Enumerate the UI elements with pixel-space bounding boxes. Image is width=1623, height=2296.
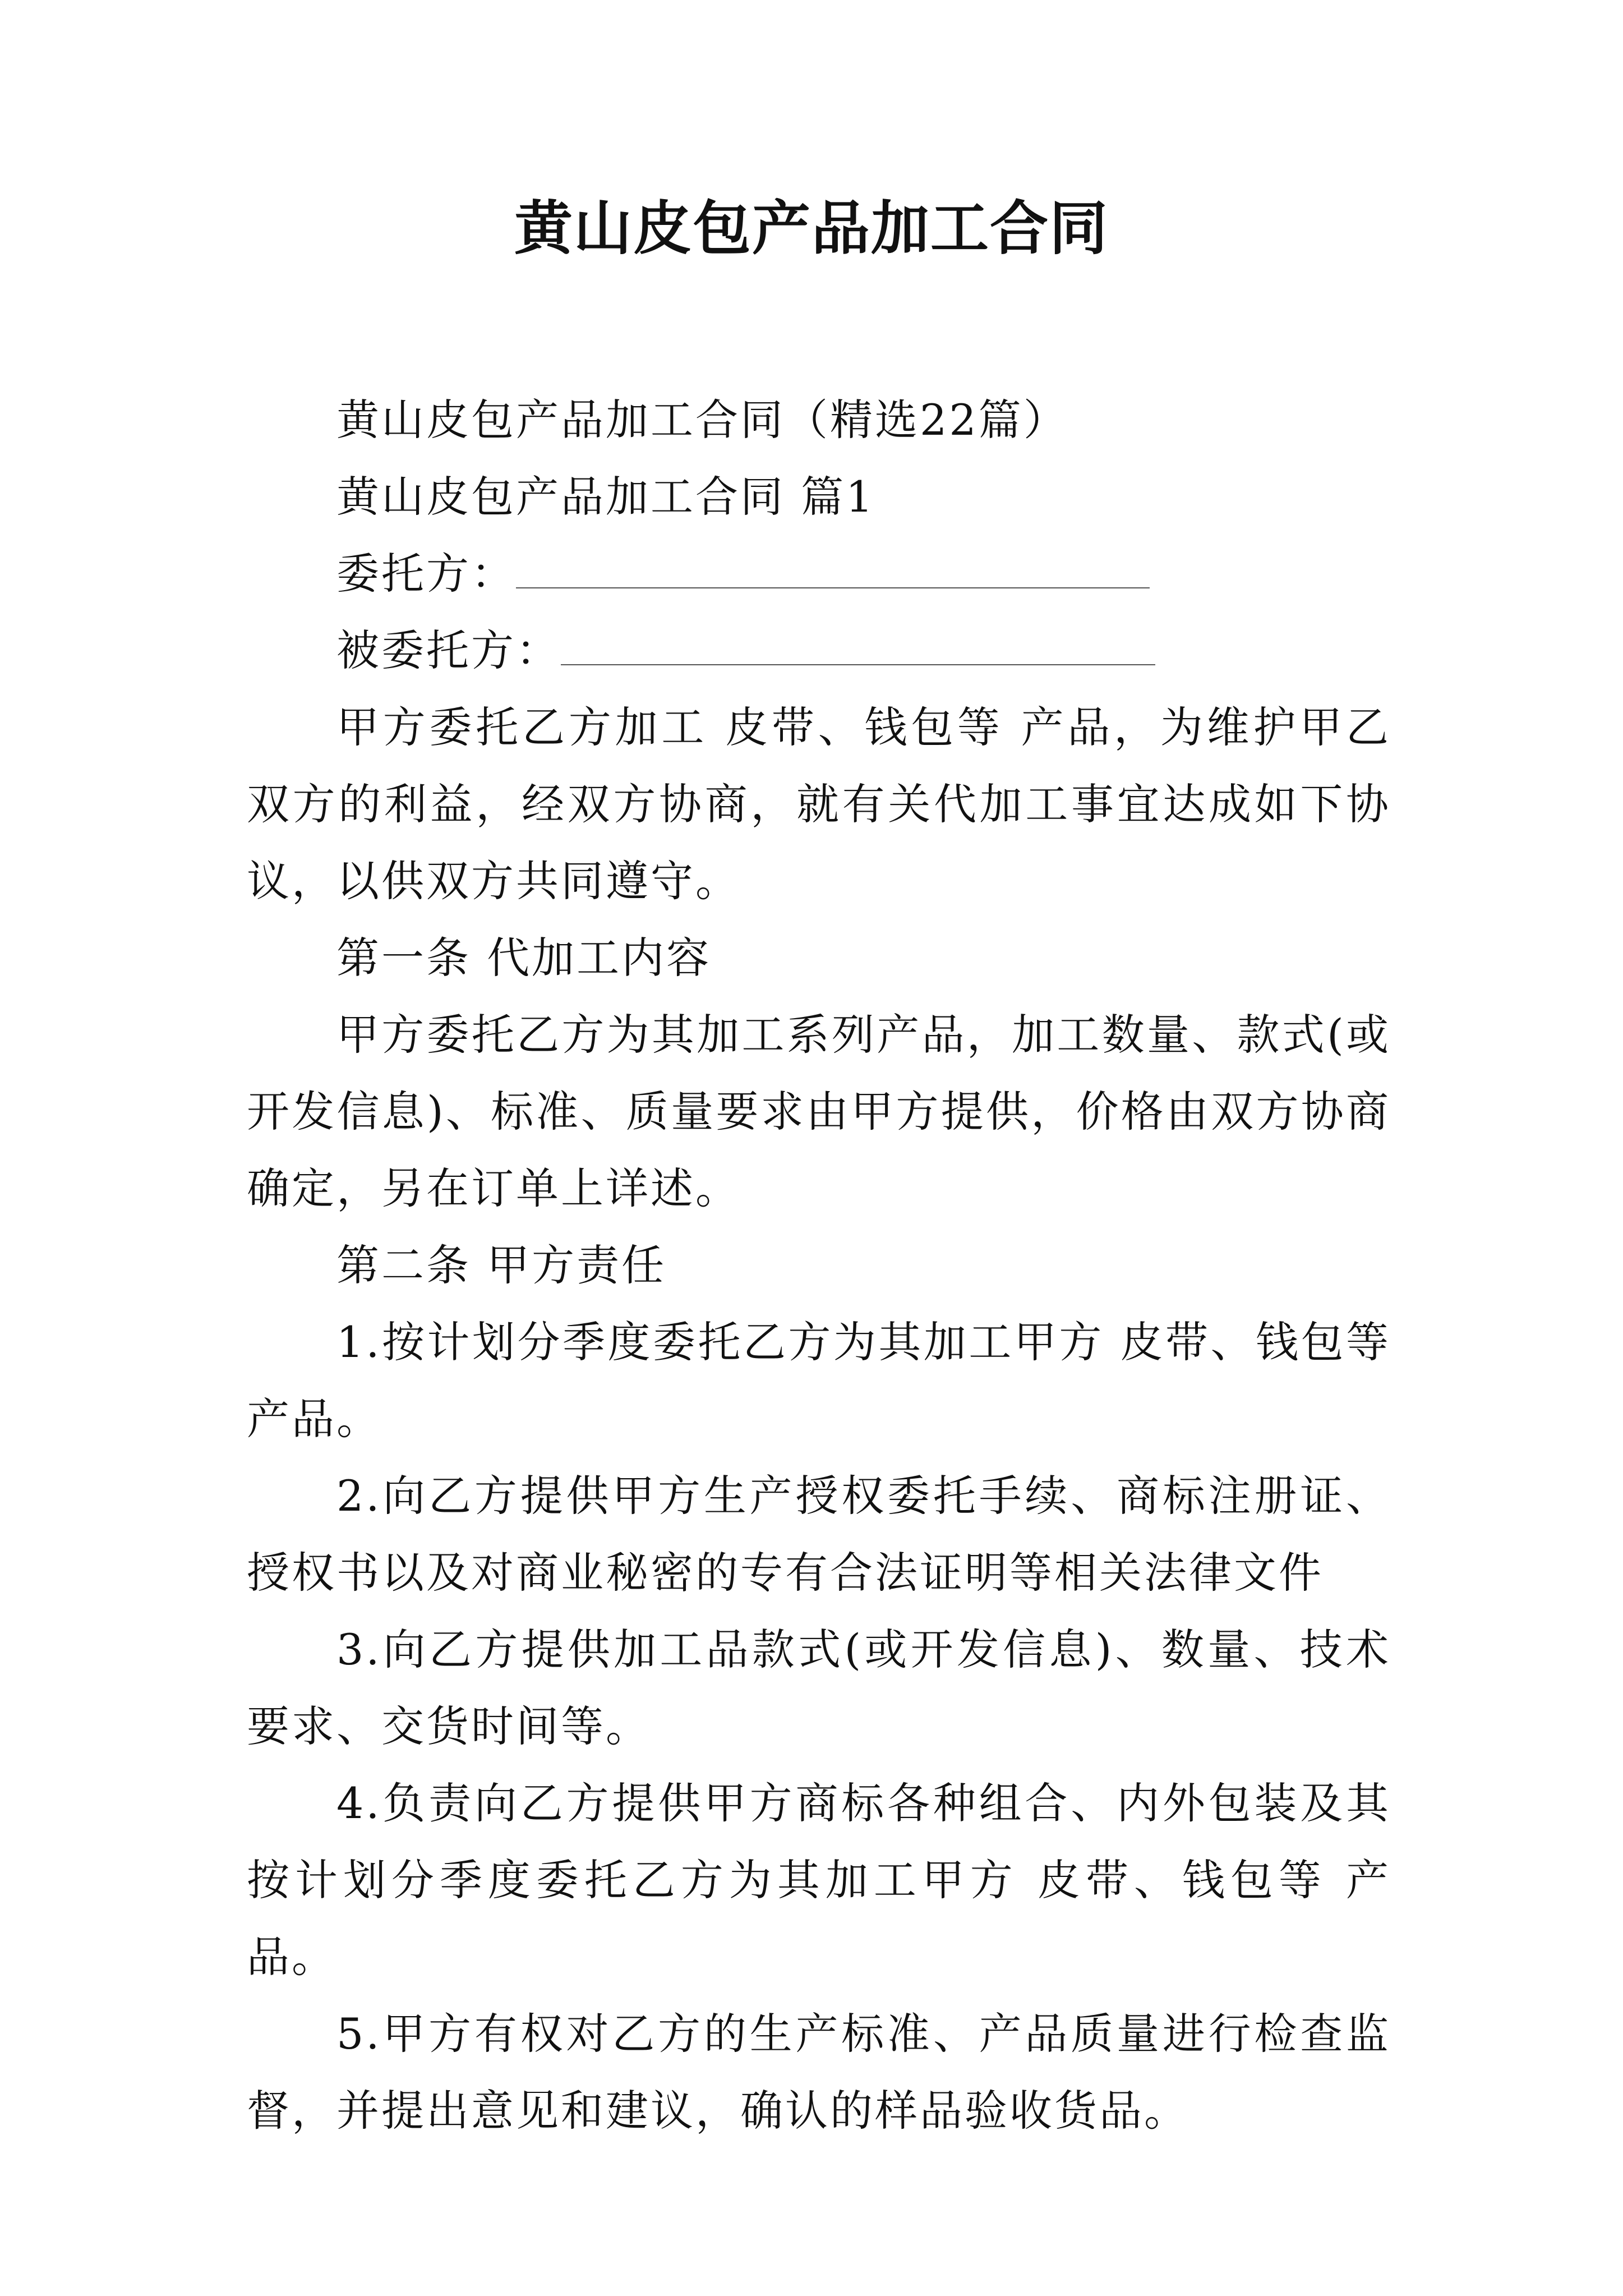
client-line — [247, 535, 1391, 612]
article1-paragraph: 甲方委托乙方为其加工系列产品，加工数量、款式(或开发信息)、标准、质量要求由甲方提供，价格由双方协商确定，另在订单上详述。 — [247, 1010, 1391, 1213]
subtitle: 黄山皮包产品加工合同（精选22篇） — [336, 395, 1068, 445]
list-item: 2.向乙方提供甲方生产授权委托手续、商标注册证、授权书以及对商业秘密的专有合法证明等相关法律文件 — [247, 1471, 1391, 1598]
list-item: 4.负责向乙方提供甲方商标各种组合、内外包装及其按计划分季度委托乙方为其加工甲方 皮带、钱包等 产品。 — [247, 1778, 1391, 1982]
section-heading: 黄山皮包产品加工合同 篇1 — [336, 472, 875, 522]
document-body — [247, 381, 1391, 2149]
client-label: 委托方： — [336, 549, 516, 599]
list-item: 1.按计划分季度委托乙方为其加工甲方 皮带、钱包等 产品。 — [247, 1317, 1391, 1444]
article2-heading: 第二条 甲方责任 — [336, 1240, 667, 1290]
client-blank — [516, 553, 1150, 588]
contractor-blank — [561, 629, 1155, 665]
article1-heading: 第一条 代加工内容 — [336, 933, 712, 983]
document-title: 黄山皮包产品加工合同 — [514, 194, 1109, 263]
contractor-line — [247, 612, 1391, 689]
contractor-label: 被委托方： — [336, 625, 561, 675]
list-item: 3.向乙方提供加工品款式(或开发信息)、数量、技术要求、交货时间等。 — [247, 1625, 1391, 1751]
intro-paragraph: 甲方委托乙方加工 皮带、钱包等 产品，为维护甲乙双方的利益，经双方协商，就有关代加工事宜达成如下协议，以供双方共同遵守。 — [247, 702, 1391, 906]
list-item: 5.甲方有权对乙方的生产标准、产品质量进行检查监督，并提出意见和建议，确认的样品验收货品。 — [247, 2009, 1391, 2136]
